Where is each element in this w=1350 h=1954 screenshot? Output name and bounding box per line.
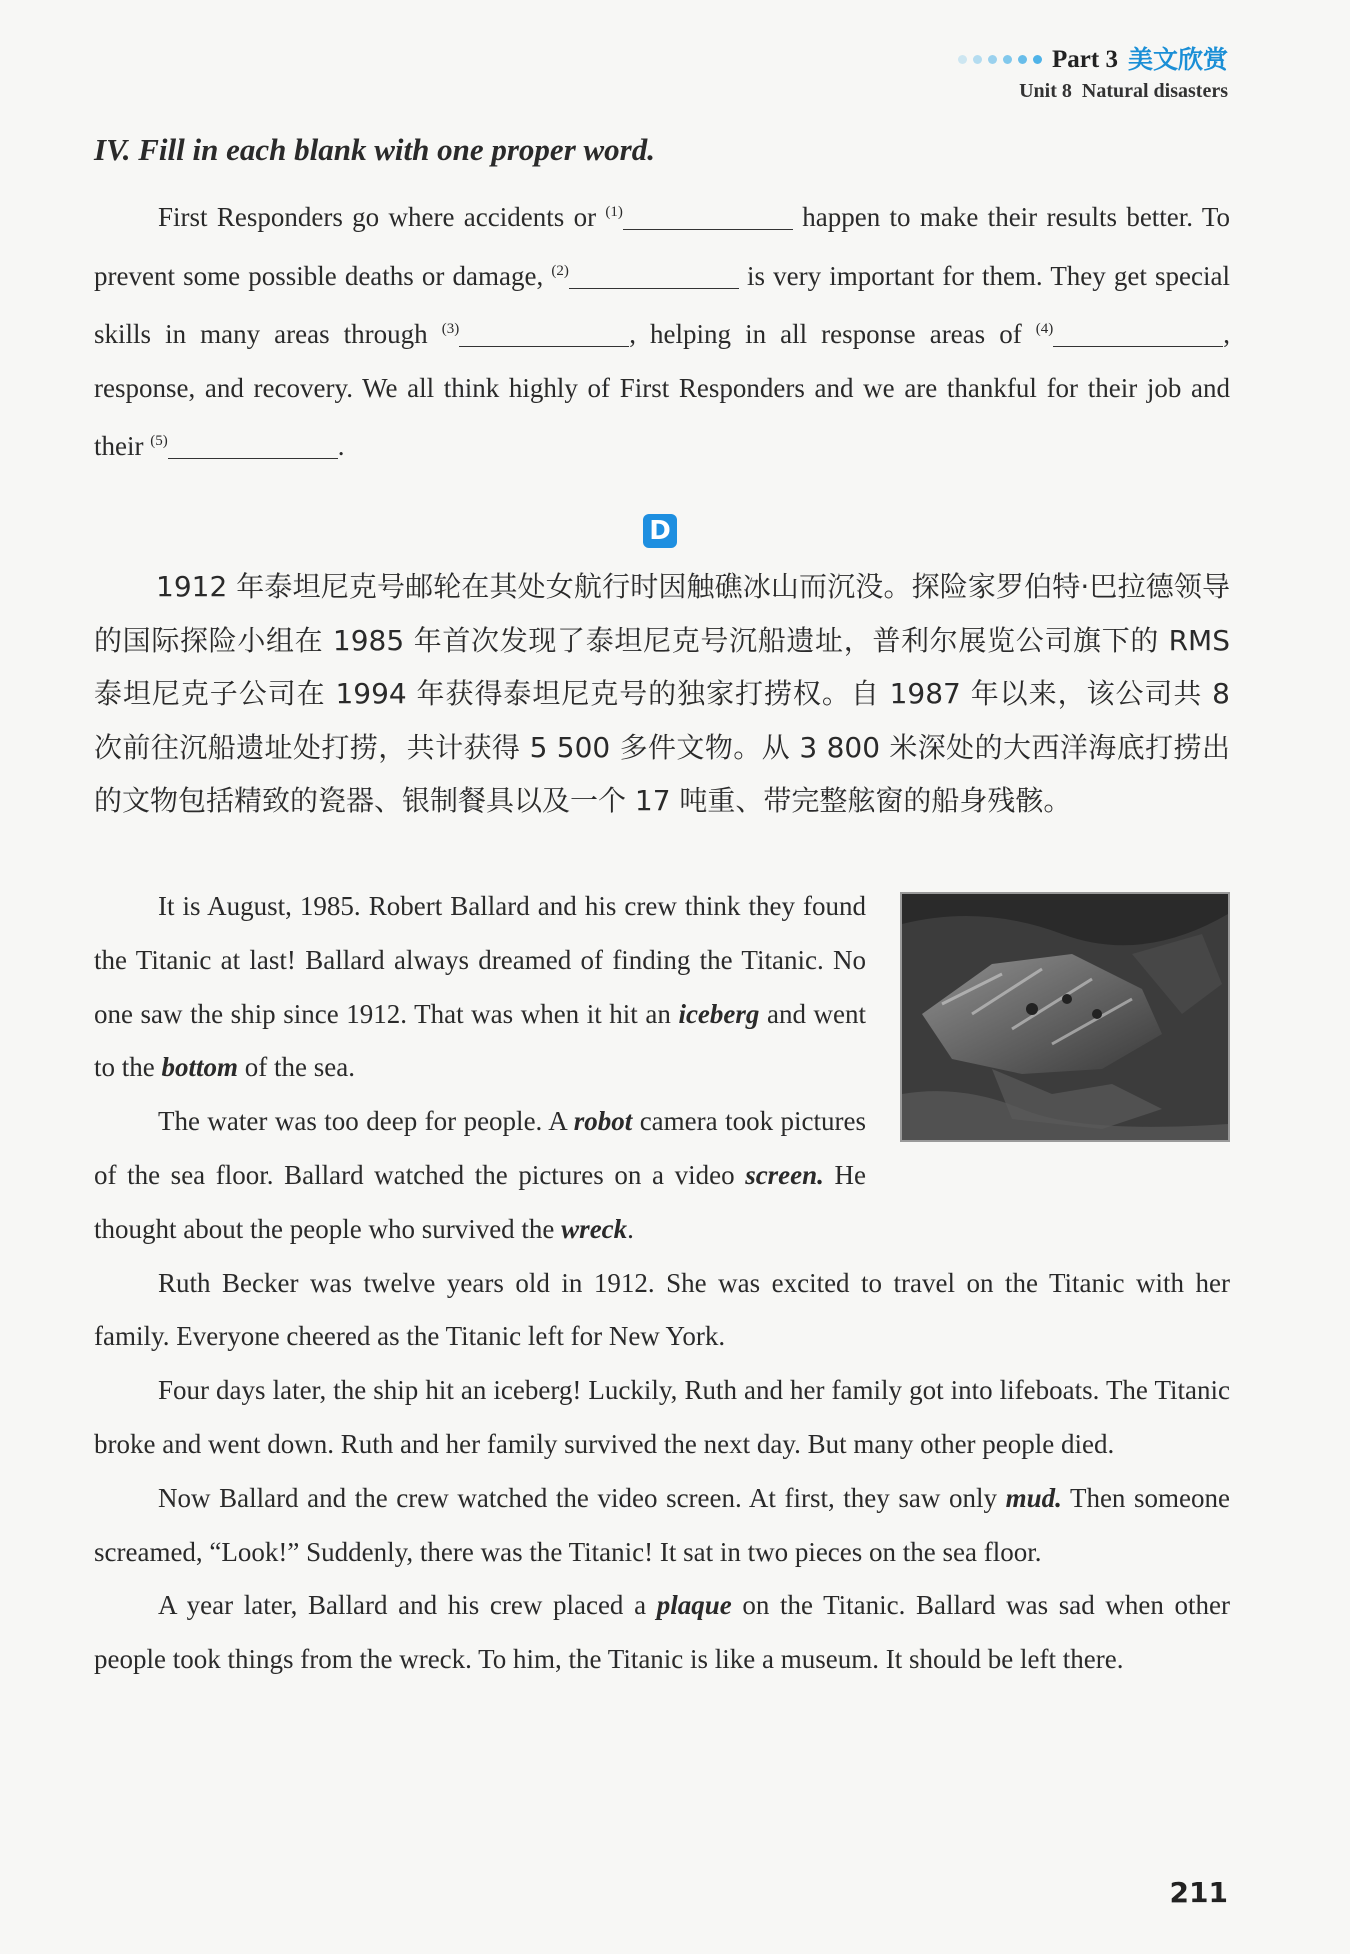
page-header <box>958 44 1228 104</box>
exercise-text-4: , helping in all response areas of <box>629 319 1022 349</box>
exercise-text-2: happen to make their results better. To prevent some possible deaths or damage, <box>94 202 1230 291</box>
blank-1[interactable] <box>605 202 793 232</box>
exercise-text-5: , response, and recovery. We all think highly of First Responders and we are thankful for their job and their <box>94 319 1231 461</box>
keyword-robot: robot <box>573 1106 633 1137</box>
exercise-title: IV. Fill in each blank with one proper word. <box>94 132 655 167</box>
story-text: Now Ballard and the crew watched the video screen. At first, they saw only <box>158 1482 997 1513</box>
story-text: of the sea. <box>244 1052 355 1083</box>
blank-line-3[interactable] <box>459 320 629 347</box>
unit-number: Unit 8 <box>1019 80 1072 103</box>
exercise-text-3: is very important for them. They get special skills in many areas through <box>94 260 1230 349</box>
part-label: Part 3 <box>1052 46 1118 73</box>
exercise-text-1: First Responders go where accidents or <box>158 202 597 232</box>
titanic-wreck-photo <box>900 892 1230 1142</box>
chinese-intro-paragraph: 1912 年泰坦尼克号邮轮在其处女航行时因触礁冰山而沉没。探险家罗伯特·巴拉德领导的国际探险小组在 1985 年首次发现了泰坦尼克号沉船遗址，普利尔展览公司旗下的 RMS 泰坦尼克子公司在 1994 年获得泰坦尼克号的独家打捞权。自 1987 年以来，该公司共 8 次前往沉船遗址处打捞，共计获得 5 500 多件文物。从 3 800 米深处的大西洋海底打捞出的文物包括精致的瓷器、银制餐具以及一个 17 吨重、带完整舷窗的船身残骸。 <box>94 570 1230 817</box>
story-paragraph-3: Ruth Becker was twelve years old in 1912. She was excited to travel on the Titanic with her family. Everyone cheered as the Titanic left for New York. <box>94 1267 1230 1352</box>
story-body <box>94 880 1230 1687</box>
blank-number-5: (5) <box>150 433 168 449</box>
blank-number-3: (3) <box>441 321 460 337</box>
story-text: It is August, 1985. Robert Ballard and his crew think they found the Titanic at last! Ballard always dreamed of finding the Titanic. No one saw the ship since 1912. That was when it hit an <box>94 891 866 1029</box>
unit-title: Natural disasters <box>1081 80 1228 103</box>
keyword-screen: screen. <box>745 1159 824 1190</box>
story-text: Then someone screamed, “Look!” Suddenly, there was the Titanic! It sat in two pieces on the sea floor. <box>94 1482 1230 1567</box>
section-d-badge: D <box>643 514 677 548</box>
keyword-iceberg: iceberg <box>678 998 760 1029</box>
decorative-dots-icon <box>958 55 1042 64</box>
blank-4[interactable] <box>1036 319 1224 349</box>
story-paragraph-5 <box>94 1472 1230 1580</box>
story-text: He thought about the people who survived the <box>94 1159 867 1244</box>
story-text: on the Titanic. Ballard was sad when other people took things from the wreck. To him, the Titanic is like a museum. It should be left there. <box>94 1590 1230 1675</box>
story-text: . <box>627 1213 634 1244</box>
keyword-mud: mud. <box>1005 1482 1062 1513</box>
blank-number-4: (4) <box>1035 321 1054 337</box>
blank-2[interactable] <box>551 261 739 291</box>
blank-number-1: (1) <box>605 204 623 220</box>
part-chinese-title: 美文欣赏 <box>1127 45 1228 74</box>
blank-line-4[interactable] <box>1053 320 1223 347</box>
story-text: The water was too deep for people. A <box>158 1106 567 1137</box>
story-paragraph-4: Four days later, the ship hit an iceberg! Luckily, Ruth and her family got into lifeboats. The Titanic broke and went down. Ruth and her family survived the next day. But many other people died. <box>94 1375 1230 1459</box>
story-text: camera took pictures of the sea floor. Ballard watched the pictures on a video <box>94 1106 867 1190</box>
shipwreck-photo-icon <box>902 894 1228 1140</box>
keyword-wreck: wreck <box>561 1213 628 1244</box>
blank-5[interactable] <box>150 431 338 461</box>
story-text: and went to the <box>94 998 867 1083</box>
blank-line-5[interactable] <box>168 432 338 459</box>
blank-line-1[interactable] <box>623 203 793 230</box>
story-text: A year later, Ballard and his crew placed a <box>158 1590 647 1621</box>
blank-line-2[interactable] <box>569 262 739 289</box>
keyword-bottom: bottom <box>161 1052 239 1083</box>
exercise-paragraph <box>94 186 1230 474</box>
blank-number-2: (2) <box>551 262 569 279</box>
unit-label <box>958 79 1228 104</box>
story-paragraph-6 <box>94 1579 1230 1687</box>
page-number: 211 <box>1169 1876 1228 1909</box>
exercise-text-6: . <box>337 431 345 461</box>
keyword-plaque: plaque <box>656 1590 732 1621</box>
blank-3[interactable] <box>442 319 630 349</box>
